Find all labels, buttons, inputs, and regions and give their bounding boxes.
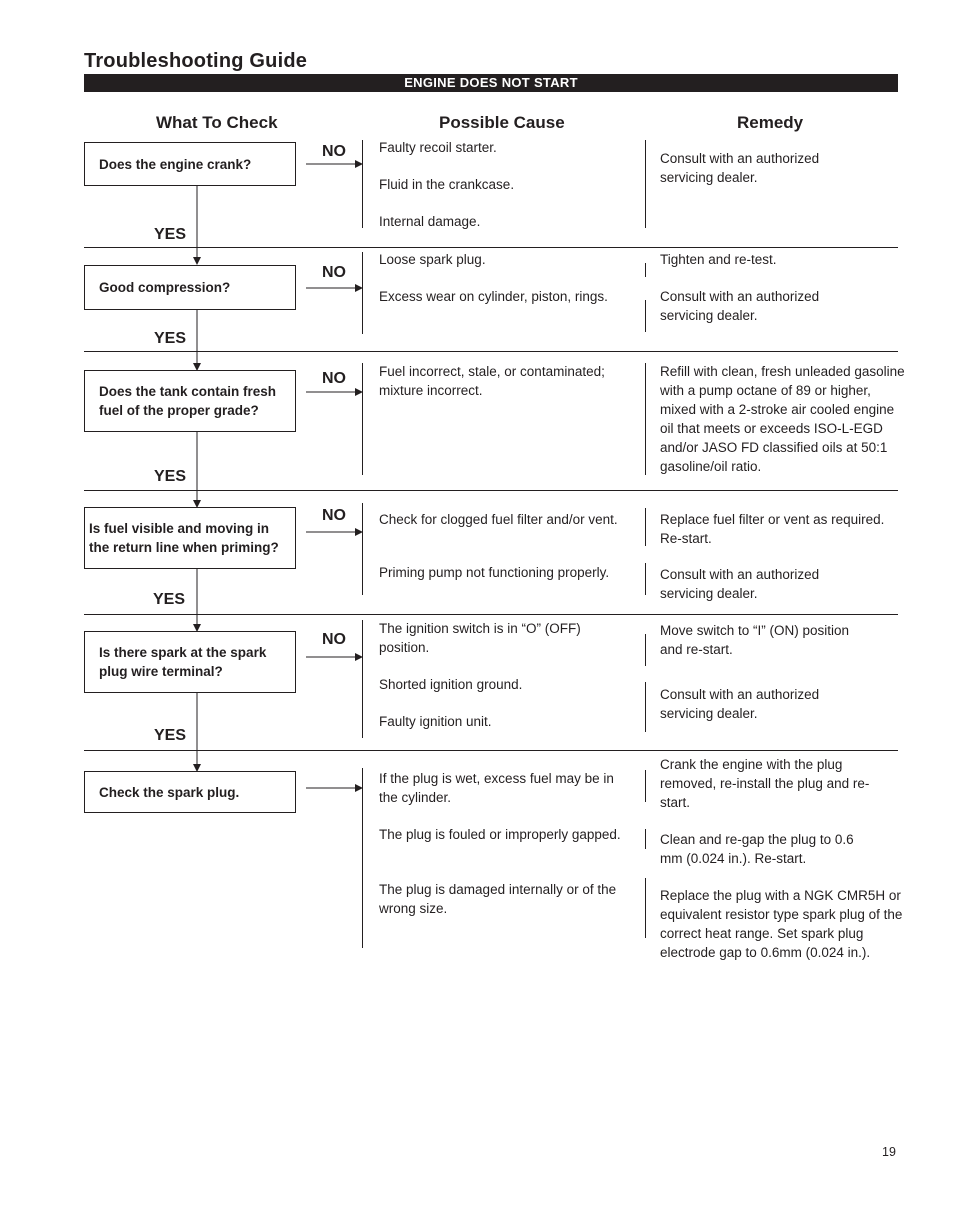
remedy-bracket: [645, 829, 646, 849]
check-text: Does the tank contain fresh fuel of the proper grade?: [99, 384, 277, 418]
row-divider: [84, 247, 898, 248]
yes-label: YES: [154, 727, 187, 744]
cause-text: Faulty recoil starter.: [379, 140, 497, 155]
remedy-text: Consult with an authorized servicing dealer.: [660, 151, 820, 185]
remedy-bracket: [645, 563, 646, 595]
remedy-text: Refill with clean, fresh unleaded gasoline with a pump octane of 89 or higher, mixed with a 2-stroke air cooled engine oil that meets or exceeds ISO-L-EGD and/or JASO FD classified oils at 50:1 gasoline/oil ratio.: [660, 364, 905, 474]
cause-bracket: [362, 140, 363, 228]
cause-text: Check for clogged fuel filter and/or vent.: [379, 512, 618, 527]
page-title: Troubleshooting Guide: [84, 50, 308, 72]
cause-bracket: [362, 768, 363, 948]
cause-text: Fuel incorrect, stale, or contaminated; mixture incorrect.: [379, 364, 605, 398]
cause-text: Priming pump not functioning properly.: [379, 565, 610, 580]
column-header-remedy: Remedy: [737, 113, 804, 132]
remedy-bracket: [645, 363, 646, 475]
no-label: NO: [322, 264, 346, 281]
yes-label: YES: [153, 591, 186, 608]
check-text: Check the spark plug.: [99, 784, 240, 800]
row-divider: [84, 614, 898, 615]
cause-bracket: [362, 252, 363, 334]
remedy-text: Move switch to “I” (ON) position and re-start.: [660, 623, 850, 657]
check-box-compression: [84, 265, 296, 310]
no-label: NO: [322, 143, 346, 160]
check-box-spark: [84, 631, 296, 693]
remedy-bracket: [645, 634, 646, 666]
no-label: NO: [322, 370, 346, 387]
row-divider: [84, 351, 898, 352]
remedy-text: Tighten and re-test.: [660, 252, 777, 267]
cause-bracket: [362, 620, 363, 738]
column-header-what-to-check: What To Check: [156, 113, 278, 132]
page-number: 19: [882, 1145, 896, 1159]
cause-text: Faulty ignition unit.: [379, 714, 492, 729]
remedy-text: Consult with an authorized servicing dealer.: [660, 687, 820, 721]
remedy-bracket: [645, 508, 646, 546]
remedy-text: Replace fuel filter or vent as required. Re-start.: [660, 512, 885, 546]
cause-text: Excess wear on cylinder, piston, rings.: [379, 289, 608, 304]
check-box-engine-crank: [84, 142, 296, 186]
cause-text: Shorted ignition ground.: [379, 677, 523, 692]
cause-bracket: [362, 363, 363, 475]
remedy-text: Consult with an authorized servicing dealer.: [660, 289, 820, 323]
no-label: NO: [322, 631, 346, 648]
remedy-text: Consult with an authorized servicing dealer.: [660, 567, 820, 601]
cause-bracket: [362, 503, 363, 595]
row-divider: [84, 490, 898, 491]
remedy-bracket: [645, 770, 646, 802]
remedy-text: Clean and re-gap the plug to 0.6 mm (0.024 in.). Re-start.: [660, 832, 854, 866]
cause-text: The ignition switch is in “O” (OFF) position.: [379, 621, 581, 655]
yes-label: YES: [154, 468, 187, 485]
remedy-bracket: [645, 300, 646, 332]
yes-label: YES: [154, 226, 187, 243]
remedy-bracket: [645, 682, 646, 732]
check-text: Does the engine crank?: [99, 156, 252, 172]
row-divider: [84, 750, 898, 751]
cause-text: If the plug is wet, excess fuel may be in the cylinder.: [379, 771, 614, 805]
cause-text: Fluid in the crankcase.: [379, 177, 515, 192]
remedy-text: Replace the plug with a NGK CMR5H or equivalent resistor type spark plug of the correct heat range. Set spark plug electrode gap to 0.6mm (0.024 in.).: [660, 888, 903, 960]
check-box-fuel-return-line: [84, 507, 296, 569]
check-text: Is there spark at the spark plug wire terminal?: [99, 645, 267, 679]
no-label: NO: [322, 507, 346, 524]
remedy-text: Crank the engine with the plug removed, re-install the plug and re-start.: [660, 757, 870, 810]
yes-label: YES: [154, 330, 187, 347]
cause-text: Internal damage.: [379, 214, 481, 229]
remedy-bracket: [645, 263, 646, 277]
section-banner: ENGINE DOES NOT START: [84, 74, 898, 92]
column-header-possible-cause: Possible Cause: [439, 113, 565, 132]
check-box-spark-plug: [84, 771, 296, 813]
cause-text: The plug is damaged internally or of the wrong size.: [379, 882, 617, 916]
remedy-bracket: [645, 140, 646, 228]
check-text: Is fuel visible and moving in the return line when priming?: [89, 521, 279, 555]
check-text: Good compression?: [99, 280, 231, 295]
cause-text: Loose spark plug.: [379, 252, 486, 267]
cause-text: The plug is fouled or improperly gapped.: [379, 827, 621, 842]
remedy-bracket: [645, 878, 646, 938]
check-box-fuel-grade: [84, 370, 296, 432]
